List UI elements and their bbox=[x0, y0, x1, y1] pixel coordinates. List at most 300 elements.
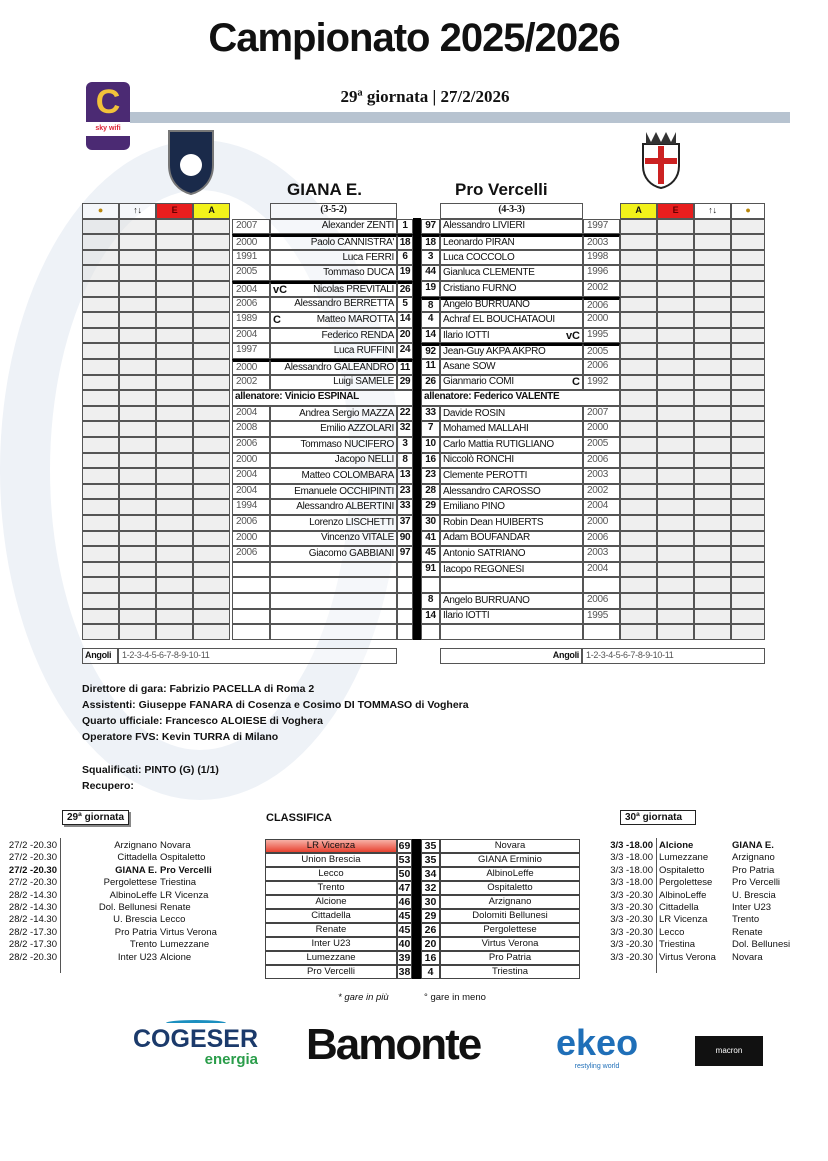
player-number: 24 bbox=[397, 343, 413, 359]
away-corners[interactable]: 1-2-3-4-5-6-7-8-9-10-11 bbox=[582, 648, 765, 664]
home-stat-cell[interactable] bbox=[119, 468, 156, 484]
away-stat-cell[interactable] bbox=[731, 375, 765, 391]
standings-team: Triestina bbox=[440, 965, 580, 979]
away-stat-cell[interactable] bbox=[657, 577, 694, 593]
away-stat-cell[interactable] bbox=[620, 406, 657, 422]
player-number: 45 bbox=[421, 546, 440, 562]
home-stat-cell[interactable] bbox=[193, 265, 230, 281]
player-cell bbox=[270, 421, 397, 437]
home-stat-cell[interactable] bbox=[82, 406, 119, 422]
away-stat-cell[interactable] bbox=[694, 265, 731, 281]
away-stat-cell[interactable] bbox=[694, 577, 731, 593]
home-stat-cell[interactable] bbox=[193, 406, 230, 422]
away-stat-cell[interactable] bbox=[694, 499, 731, 515]
away-stat-cell[interactable] bbox=[657, 437, 694, 453]
home-stat-cell[interactable] bbox=[119, 484, 156, 500]
home-stat-cell[interactable] bbox=[119, 375, 156, 391]
away-stat-cell[interactable] bbox=[620, 499, 657, 515]
home-stat-cell[interactable] bbox=[82, 390, 119, 406]
home-stat-cell[interactable] bbox=[193, 484, 230, 500]
home-stat-cell[interactable] bbox=[193, 531, 230, 547]
ekeo-logo bbox=[556, 1024, 638, 1071]
away-stat-cell[interactable] bbox=[620, 468, 657, 484]
away-stat-cell[interactable] bbox=[657, 359, 694, 375]
away-stat-cell[interactable] bbox=[731, 624, 765, 640]
home-stat-cell[interactable] bbox=[193, 375, 230, 391]
away-stat-cell[interactable] bbox=[694, 421, 731, 437]
away-stat-cell[interactable] bbox=[731, 281, 765, 297]
player-name: Giacomo GABBIANI bbox=[308, 547, 394, 559]
home-stat-cell[interactable] bbox=[82, 453, 119, 469]
away-stat-cell[interactable] bbox=[657, 484, 694, 500]
home-corners[interactable]: 1-2-3-4-5-6-7-8-9-10-11 bbox=[118, 648, 397, 664]
home-stat-cell[interactable] bbox=[119, 312, 156, 328]
away-stat-cell[interactable] bbox=[731, 297, 765, 313]
home-stat-cell[interactable] bbox=[119, 265, 156, 281]
home-stat-cell[interactable] bbox=[193, 609, 230, 625]
away-stat-cell[interactable] bbox=[694, 234, 731, 250]
away-stat-cell[interactable] bbox=[657, 219, 694, 235]
player-name: Antonio SATRIANO bbox=[443, 547, 526, 559]
player-number: 11 bbox=[397, 359, 413, 375]
away-stat-cell[interactable] bbox=[657, 421, 694, 437]
player-name: Alessandro GALEANDRO bbox=[284, 361, 394, 373]
home-stat-cell[interactable] bbox=[193, 281, 230, 297]
away-stat-cell[interactable] bbox=[657, 343, 694, 359]
player-name: Vincenzo VITALE bbox=[321, 532, 394, 544]
player-cell bbox=[440, 468, 583, 484]
away-stat-cell[interactable] bbox=[694, 390, 731, 406]
player-birth-year: 2002 bbox=[583, 484, 620, 500]
away-stat-cell[interactable] bbox=[694, 406, 731, 422]
away-stat-cell[interactable] bbox=[657, 250, 694, 266]
away-stat-cell[interactable] bbox=[620, 234, 657, 250]
away-stat-cell[interactable] bbox=[731, 359, 765, 375]
home-stat-cell[interactable] bbox=[82, 531, 119, 547]
away-stat-cell[interactable] bbox=[694, 297, 731, 313]
home-stat-cell[interactable] bbox=[82, 562, 119, 578]
ball-icon: ● bbox=[82, 203, 119, 219]
away-stat-cell[interactable] bbox=[620, 375, 657, 391]
home-stat-cell[interactable] bbox=[82, 593, 119, 609]
home-stat-cell[interactable] bbox=[193, 562, 230, 578]
away-stat-cell[interactable] bbox=[694, 281, 731, 297]
home-stat-cell[interactable] bbox=[119, 297, 156, 313]
player-birth-year: 2000 bbox=[232, 453, 270, 469]
home-stat-cell[interactable] bbox=[119, 609, 156, 625]
home-stat-cell[interactable] bbox=[193, 312, 230, 328]
away-stat-cell[interactable] bbox=[620, 421, 657, 437]
away-stat-cell[interactable] bbox=[620, 562, 657, 578]
home-stat-cell[interactable] bbox=[193, 250, 230, 266]
away-stat-cell[interactable] bbox=[657, 375, 694, 391]
player-cell bbox=[440, 297, 583, 313]
home-stat-cell[interactable] bbox=[156, 297, 193, 313]
standings-points: 34 bbox=[421, 867, 440, 881]
away-stat-cell[interactable] bbox=[731, 219, 765, 235]
away-stat-cell[interactable] bbox=[657, 531, 694, 547]
away-stat-cell[interactable] bbox=[657, 281, 694, 297]
standings-team: Pro Patria bbox=[440, 951, 580, 965]
home-stat-cell[interactable] bbox=[193, 390, 230, 406]
player-number: 91 bbox=[421, 562, 440, 578]
home-stat-cell[interactable] bbox=[119, 359, 156, 375]
away-stat-cell[interactable] bbox=[620, 390, 657, 406]
home-stat-cell[interactable] bbox=[156, 250, 193, 266]
captain-badge: C bbox=[273, 313, 281, 326]
player-cell bbox=[270, 328, 397, 344]
away-stat-cell[interactable] bbox=[694, 375, 731, 391]
home-stat-cell[interactable] bbox=[119, 593, 156, 609]
home-stat-cell[interactable] bbox=[156, 624, 193, 640]
cogeser-logo bbox=[133, 1020, 258, 1068]
home-stat-cell[interactable] bbox=[156, 531, 193, 547]
player-name: Cristiano FURNO bbox=[443, 282, 517, 294]
away-stat-cell[interactable] bbox=[620, 281, 657, 297]
player-number: 29 bbox=[397, 375, 413, 391]
home-stat-cell[interactable] bbox=[193, 624, 230, 640]
home-stat-cell[interactable] bbox=[156, 437, 193, 453]
away-stat-cell[interactable] bbox=[731, 609, 765, 625]
player-number bbox=[397, 593, 413, 609]
assistants: Assistenti: Giuseppe FANARA di Cosenza e Cosimo DI TOMMASO di Voghera bbox=[82, 699, 469, 711]
home-stat-cell[interactable] bbox=[156, 468, 193, 484]
away-stat-cell[interactable] bbox=[657, 234, 694, 250]
home-stat-cell[interactable] bbox=[193, 468, 230, 484]
away-stat-cell[interactable] bbox=[694, 593, 731, 609]
home-stat-cell[interactable] bbox=[82, 250, 119, 266]
player-name: Paolo CANNISTRA' bbox=[310, 236, 394, 248]
home-stat-cell[interactable] bbox=[193, 219, 230, 235]
player-cell bbox=[270, 468, 397, 484]
away-stat-cell[interactable] bbox=[731, 531, 765, 547]
match-time: 27/2 -20.30 bbox=[8, 877, 57, 889]
away-stat-cell[interactable] bbox=[620, 328, 657, 344]
away-stat-cell[interactable] bbox=[731, 593, 765, 609]
away-team: Pro Vercelli bbox=[160, 864, 212, 876]
away-stat-cell[interactable] bbox=[731, 437, 765, 453]
home-stat-cell[interactable] bbox=[119, 624, 156, 640]
match-time: 28/2 -14.30 bbox=[8, 889, 57, 901]
home-team: AlbinoLeffe bbox=[659, 889, 707, 901]
home-stat-cell[interactable] bbox=[119, 390, 156, 406]
away-stat-cell[interactable] bbox=[657, 546, 694, 562]
away-stat-cell[interactable] bbox=[620, 453, 657, 469]
away-stat-cell[interactable] bbox=[731, 577, 765, 593]
home-stat-cell[interactable] bbox=[82, 359, 119, 375]
away-stat-cell[interactable] bbox=[731, 515, 765, 531]
player-name: Carlo Mattia RUTIGLIANO bbox=[443, 438, 554, 450]
away-stat-cell[interactable] bbox=[657, 624, 694, 640]
home-stat-cell[interactable] bbox=[156, 546, 193, 562]
away-stat-cell[interactable] bbox=[657, 390, 694, 406]
home-stat-cell[interactable] bbox=[193, 593, 230, 609]
away-stat-cell[interactable] bbox=[731, 406, 765, 422]
away-stat-cell[interactable] bbox=[620, 593, 657, 609]
away-stat-cell[interactable] bbox=[620, 219, 657, 235]
player-birth-year: 2003 bbox=[583, 546, 620, 562]
away-team: Dol. Bellunesi bbox=[732, 939, 791, 951]
home-stat-cell[interactable] bbox=[119, 546, 156, 562]
away-stat-cell[interactable] bbox=[620, 312, 657, 328]
player-birth-year: 2000 bbox=[583, 515, 620, 531]
away-stat-cell[interactable] bbox=[694, 312, 731, 328]
home-stat-cell[interactable] bbox=[156, 593, 193, 609]
home-stat-cell[interactable] bbox=[82, 546, 119, 562]
player-name: Andrea Sergio MAZZA bbox=[299, 407, 394, 419]
player-birth-year: 1989 bbox=[232, 312, 270, 328]
match-time: 27/2 -20.30 bbox=[8, 852, 57, 864]
away-stat-cell[interactable] bbox=[694, 250, 731, 266]
home-stat-cell[interactable] bbox=[119, 234, 156, 250]
home-stat-cell[interactable] bbox=[119, 531, 156, 547]
home-stat-cell[interactable] bbox=[156, 234, 193, 250]
away-stat-cell[interactable] bbox=[657, 328, 694, 344]
player-number: 10 bbox=[421, 437, 440, 453]
away-stat-cell[interactable] bbox=[694, 531, 731, 547]
home-stat-cell[interactable] bbox=[82, 624, 119, 640]
match-time: 3/3 -18.00 bbox=[610, 840, 653, 851]
away-stat-cell[interactable] bbox=[657, 453, 694, 469]
home-stat-cell[interactable] bbox=[156, 390, 193, 406]
away-stat-cell[interactable] bbox=[620, 546, 657, 562]
away-stat-cell[interactable] bbox=[694, 453, 731, 469]
away-stat-cell[interactable] bbox=[620, 624, 657, 640]
home-stat-cell[interactable] bbox=[156, 421, 193, 437]
player-name: Alessandro CAROSSO bbox=[443, 485, 541, 497]
home-team: AlbinoLeffe bbox=[109, 889, 157, 901]
away-stat-cell[interactable] bbox=[731, 343, 765, 359]
home-stat-cell[interactable] bbox=[156, 219, 193, 235]
away-stat-cell[interactable] bbox=[657, 609, 694, 625]
ekeo-subtitle: restyling world bbox=[574, 1063, 620, 1070]
home-stat-cell[interactable] bbox=[193, 343, 230, 359]
player-birth-year: 2007 bbox=[232, 219, 270, 235]
away-stat-cell[interactable] bbox=[657, 406, 694, 422]
player-cell bbox=[440, 375, 583, 391]
away-stat-cell[interactable] bbox=[731, 484, 765, 500]
player-number: 1 bbox=[397, 219, 413, 235]
home-stat-cell[interactable] bbox=[156, 312, 193, 328]
home-stat-cell[interactable] bbox=[82, 421, 119, 437]
away-stat-cell[interactable] bbox=[694, 609, 731, 625]
away-stat-cell[interactable] bbox=[694, 328, 731, 344]
away-stat-cell[interactable] bbox=[657, 499, 694, 515]
match-time: 28/2 -20.30 bbox=[8, 951, 57, 963]
red-card-header: E bbox=[156, 203, 193, 219]
legend-more: * gare in più bbox=[338, 992, 389, 1003]
away-stat-cell[interactable] bbox=[620, 250, 657, 266]
home-stat-cell[interactable] bbox=[82, 499, 119, 515]
home-stat-cell[interactable] bbox=[82, 577, 119, 593]
away-stat-cell[interactable] bbox=[731, 453, 765, 469]
home-stat-cell[interactable] bbox=[119, 250, 156, 266]
away-stat-cell[interactable] bbox=[657, 515, 694, 531]
player-birth-year: 2004 bbox=[232, 406, 270, 422]
home-stat-cell[interactable] bbox=[119, 562, 156, 578]
player-cell bbox=[270, 265, 397, 281]
home-stat-cell[interactable] bbox=[119, 328, 156, 344]
player-cell bbox=[440, 265, 583, 281]
player-name: Emanuele OCCHIPINTI bbox=[294, 485, 394, 497]
home-stat-cell[interactable] bbox=[82, 219, 119, 235]
away-stat-cell[interactable] bbox=[731, 499, 765, 515]
player-cell bbox=[270, 406, 397, 422]
home-stat-cell[interactable] bbox=[82, 312, 119, 328]
home-stat-cell[interactable] bbox=[82, 468, 119, 484]
standings-points: 39 bbox=[398, 952, 411, 964]
home-stat-cell[interactable] bbox=[119, 499, 156, 515]
home-stat-cell[interactable] bbox=[82, 281, 119, 297]
home-stat-cell[interactable] bbox=[156, 515, 193, 531]
player-cell bbox=[270, 359, 397, 375]
away-stat-cell[interactable] bbox=[620, 265, 657, 281]
player-name: Tommaso NUCIFERO bbox=[300, 438, 394, 450]
away-stat-cell[interactable] bbox=[657, 265, 694, 281]
player-name: Clemente PEROTTI bbox=[443, 469, 528, 481]
home-stat-cell[interactable] bbox=[156, 375, 193, 391]
player-number: 20 bbox=[397, 328, 413, 344]
home-stat-cell[interactable] bbox=[82, 375, 119, 391]
away-stat-cell[interactable] bbox=[731, 390, 765, 406]
home-stat-cell[interactable] bbox=[156, 562, 193, 578]
away-stat-cell[interactable] bbox=[731, 328, 765, 344]
home-stat-cell[interactable] bbox=[82, 437, 119, 453]
away-stat-cell[interactable] bbox=[731, 468, 765, 484]
match-time: 3/3 -18.00 bbox=[610, 877, 653, 889]
away-stat-cell[interactable] bbox=[694, 468, 731, 484]
home-stat-cell[interactable] bbox=[156, 328, 193, 344]
away-stat-cell[interactable] bbox=[694, 219, 731, 235]
away-stat-cell[interactable] bbox=[731, 234, 765, 250]
away-stat-cell[interactable] bbox=[694, 546, 731, 562]
player-birth-year: 2004 bbox=[232, 484, 270, 500]
home-stat-cell[interactable] bbox=[156, 343, 193, 359]
away-stat-cell[interactable] bbox=[657, 562, 694, 578]
away-stat-cell[interactable] bbox=[620, 484, 657, 500]
home-stat-cell[interactable] bbox=[193, 577, 230, 593]
home-stat-cell[interactable] bbox=[156, 406, 193, 422]
away-stat-cell[interactable] bbox=[731, 421, 765, 437]
home-stat-cell[interactable] bbox=[119, 219, 156, 235]
home-stat-cell[interactable] bbox=[156, 265, 193, 281]
home-stat-cell[interactable] bbox=[193, 499, 230, 515]
match-time: 27/2 -20.30 bbox=[8, 840, 57, 851]
away-stat-cell[interactable] bbox=[620, 359, 657, 375]
player-number bbox=[397, 562, 413, 578]
home-stat-cell[interactable] bbox=[119, 453, 156, 469]
home-stat-cell[interactable] bbox=[193, 234, 230, 250]
away-stat-cell[interactable] bbox=[620, 515, 657, 531]
away-stat-cell[interactable] bbox=[657, 312, 694, 328]
home-stat-cell[interactable] bbox=[82, 609, 119, 625]
player-birth-year: 2006 bbox=[232, 546, 270, 562]
home-stat-cell[interactable] bbox=[119, 515, 156, 531]
away-stat-cell[interactable] bbox=[620, 343, 657, 359]
player-birth-year: 2008 bbox=[232, 421, 270, 437]
home-stat-cell[interactable] bbox=[119, 421, 156, 437]
home-stat-cell[interactable] bbox=[193, 297, 230, 313]
home-stat-cell[interactable] bbox=[193, 437, 230, 453]
player-cell bbox=[270, 250, 397, 266]
player-birth-year: 2000 bbox=[232, 234, 270, 250]
away-stat-cell[interactable] bbox=[731, 265, 765, 281]
away-stat-cell[interactable] bbox=[657, 468, 694, 484]
away-stat-cell[interactable] bbox=[657, 593, 694, 609]
player-birth-year bbox=[232, 624, 270, 640]
away-stat-cell[interactable] bbox=[694, 624, 731, 640]
home-stat-cell[interactable] bbox=[82, 265, 119, 281]
player-number: 26 bbox=[421, 375, 440, 391]
player-birth-year: 1997 bbox=[232, 343, 270, 359]
away-stat-cell[interactable] bbox=[620, 437, 657, 453]
home-stat-cell[interactable] bbox=[156, 453, 193, 469]
match-time: 3/3 -18.00 bbox=[610, 864, 653, 876]
away-stat-cell[interactable] bbox=[731, 546, 765, 562]
round-date: 29ª giornata | 27/2/2026 bbox=[340, 87, 510, 106]
home-stat-cell[interactable] bbox=[156, 484, 193, 500]
home-stat-cell[interactable] bbox=[156, 577, 193, 593]
home-stat-cell[interactable] bbox=[156, 281, 193, 297]
player-name: Lorenzo LISCHETTI bbox=[309, 516, 394, 528]
home-stat-cell[interactable] bbox=[156, 359, 193, 375]
away-stat-cell[interactable] bbox=[694, 359, 731, 375]
home-stat-cell[interactable] bbox=[119, 577, 156, 593]
away-stat-cell[interactable] bbox=[657, 297, 694, 313]
away-stat-cell[interactable] bbox=[731, 250, 765, 266]
away-team-name: Pro Vercelli bbox=[455, 180, 548, 199]
home-stat-cell[interactable] bbox=[193, 546, 230, 562]
home-stat-cell[interactable] bbox=[82, 328, 119, 344]
home-stat-cell[interactable] bbox=[156, 499, 193, 515]
home-stat-cell[interactable] bbox=[82, 234, 119, 250]
home-stat-cell[interactable] bbox=[119, 437, 156, 453]
home-stat-cell[interactable] bbox=[82, 484, 119, 500]
home-stat-cell[interactable] bbox=[119, 406, 156, 422]
player-birth-year: 2002 bbox=[232, 375, 270, 391]
home-stat-cell[interactable] bbox=[156, 609, 193, 625]
away-stat-cell[interactable] bbox=[620, 609, 657, 625]
home-stat-cell[interactable] bbox=[82, 343, 119, 359]
away-stat-cell[interactable] bbox=[694, 343, 731, 359]
home-stat-cell[interactable] bbox=[82, 297, 119, 313]
energia-text: energia bbox=[204, 1051, 258, 1068]
captain-badge: vC bbox=[273, 283, 288, 296]
away-stat-cell[interactable] bbox=[620, 297, 657, 313]
away-stat-cell[interactable] bbox=[694, 437, 731, 453]
away-stat-cell[interactable] bbox=[694, 515, 731, 531]
away-stat-cell[interactable] bbox=[620, 577, 657, 593]
away-stat-cell[interactable] bbox=[694, 562, 731, 578]
home-stat-cell[interactable] bbox=[119, 343, 156, 359]
home-stat-cell[interactable] bbox=[82, 515, 119, 531]
player-cell bbox=[270, 499, 397, 515]
home-stat-cell[interactable] bbox=[193, 359, 230, 375]
away-stat-cell[interactable] bbox=[731, 562, 765, 578]
home-stat-cell[interactable] bbox=[193, 453, 230, 469]
away-stat-cell[interactable] bbox=[731, 312, 765, 328]
home-stat-cell[interactable] bbox=[193, 515, 230, 531]
home-team: Pergolettese bbox=[659, 877, 713, 889]
fourth-official: Quarto ufficiale: Francesco ALOIESE di Voghera bbox=[82, 715, 323, 727]
home-stat-cell[interactable] bbox=[119, 281, 156, 297]
home-stat-cell[interactable] bbox=[193, 421, 230, 437]
home-stat-cell[interactable] bbox=[193, 328, 230, 344]
away-stat-cell[interactable] bbox=[620, 531, 657, 547]
away-stat-cell[interactable] bbox=[694, 484, 731, 500]
home-team: Trento bbox=[129, 939, 157, 951]
home-team: GIANA E. bbox=[115, 864, 157, 876]
